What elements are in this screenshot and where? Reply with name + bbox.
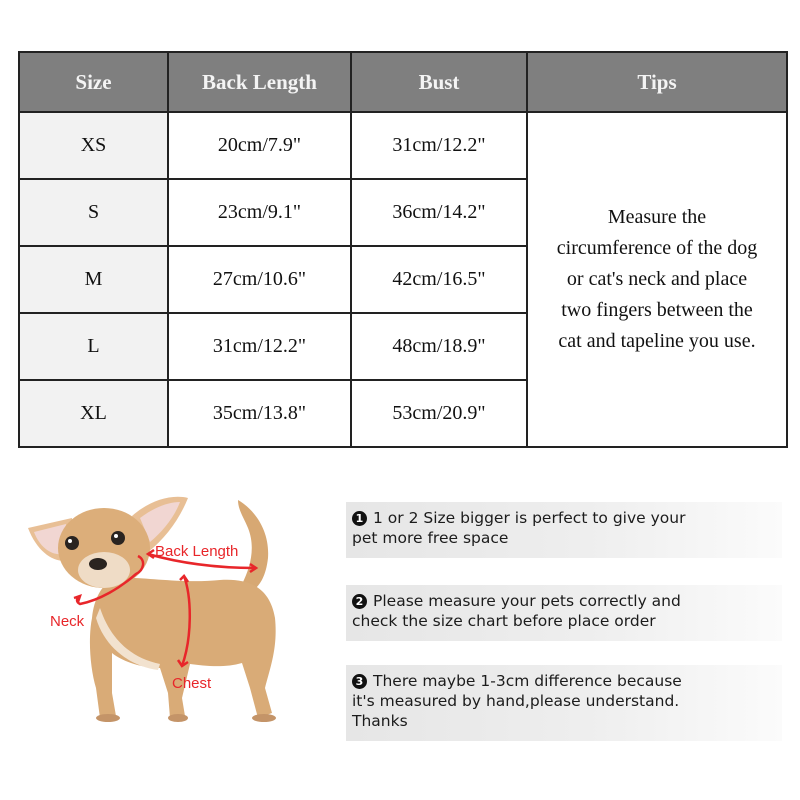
header-size: Size (19, 52, 168, 112)
table-header-row (19, 52, 787, 112)
back-length-cell: 35cm/13.8" (168, 380, 351, 447)
note-text-line: check the size chart before place order (352, 612, 656, 630)
size-cell: XL (19, 380, 168, 447)
number-2-icon: 2 (352, 594, 367, 609)
tips-line: or cat's neck and place (566, 268, 748, 290)
dog-measurement-illustration (20, 488, 310, 728)
back-length-cell: 20cm/7.9" (168, 112, 351, 179)
back-length-cell: 31cm/12.2" (168, 313, 351, 380)
note-text-line: Thanks (352, 712, 408, 730)
size-cell: L (19, 313, 168, 380)
bust-cell: 48cm/18.9" (351, 313, 527, 380)
header-tips: Tips (527, 52, 787, 112)
size-cell: S (19, 179, 168, 246)
back-length-cell: 23cm/9.1" (168, 179, 351, 246)
size-cell: XS (19, 112, 168, 179)
back-length-cell: 27cm/10.6" (168, 246, 351, 313)
note-text-line: pet more free space (352, 529, 509, 547)
note-text-line: Please measure your pets correctly and (373, 592, 681, 610)
label-neck: Neck (50, 613, 85, 630)
number-3-icon: 3 (352, 674, 367, 689)
dog-nose (89, 558, 107, 570)
number-1-icon: 1 (352, 511, 367, 526)
note-2 (346, 585, 782, 641)
header-back-length: Back Length (168, 52, 351, 112)
bust-cell: 42cm/16.5" (351, 246, 527, 313)
size-chart-table (18, 51, 788, 448)
label-back-length: Back Length (155, 543, 239, 560)
bust-cell: 53cm/20.9" (351, 380, 527, 447)
tips-line: cat and tapeline you use. (558, 330, 756, 352)
note-text-line: There maybe 1-3cm difference because (373, 672, 682, 690)
note-text-line: 1 or 2 Size bigger is perfect to give your (373, 509, 686, 527)
bust-cell: 31cm/12.2" (351, 112, 527, 179)
size-cell: M (19, 246, 168, 313)
dog-eye-right (111, 531, 125, 545)
dog-eye-left (65, 536, 79, 550)
note-1 (346, 502, 782, 558)
dog-tail (238, 500, 268, 588)
tips-line: two fingers between the (561, 299, 753, 321)
label-chest: Chest (172, 675, 212, 692)
tips-line: Measure the (607, 206, 707, 228)
note-text-line: it's measured by hand,please understand. (352, 692, 680, 710)
tips-line: circumference of the dog (556, 237, 758, 259)
bust-cell: 36cm/14.2" (351, 179, 527, 246)
header-bust: Bust (351, 52, 527, 112)
tips-cell (527, 112, 787, 447)
table-row (19, 112, 787, 179)
note-3 (346, 665, 782, 741)
